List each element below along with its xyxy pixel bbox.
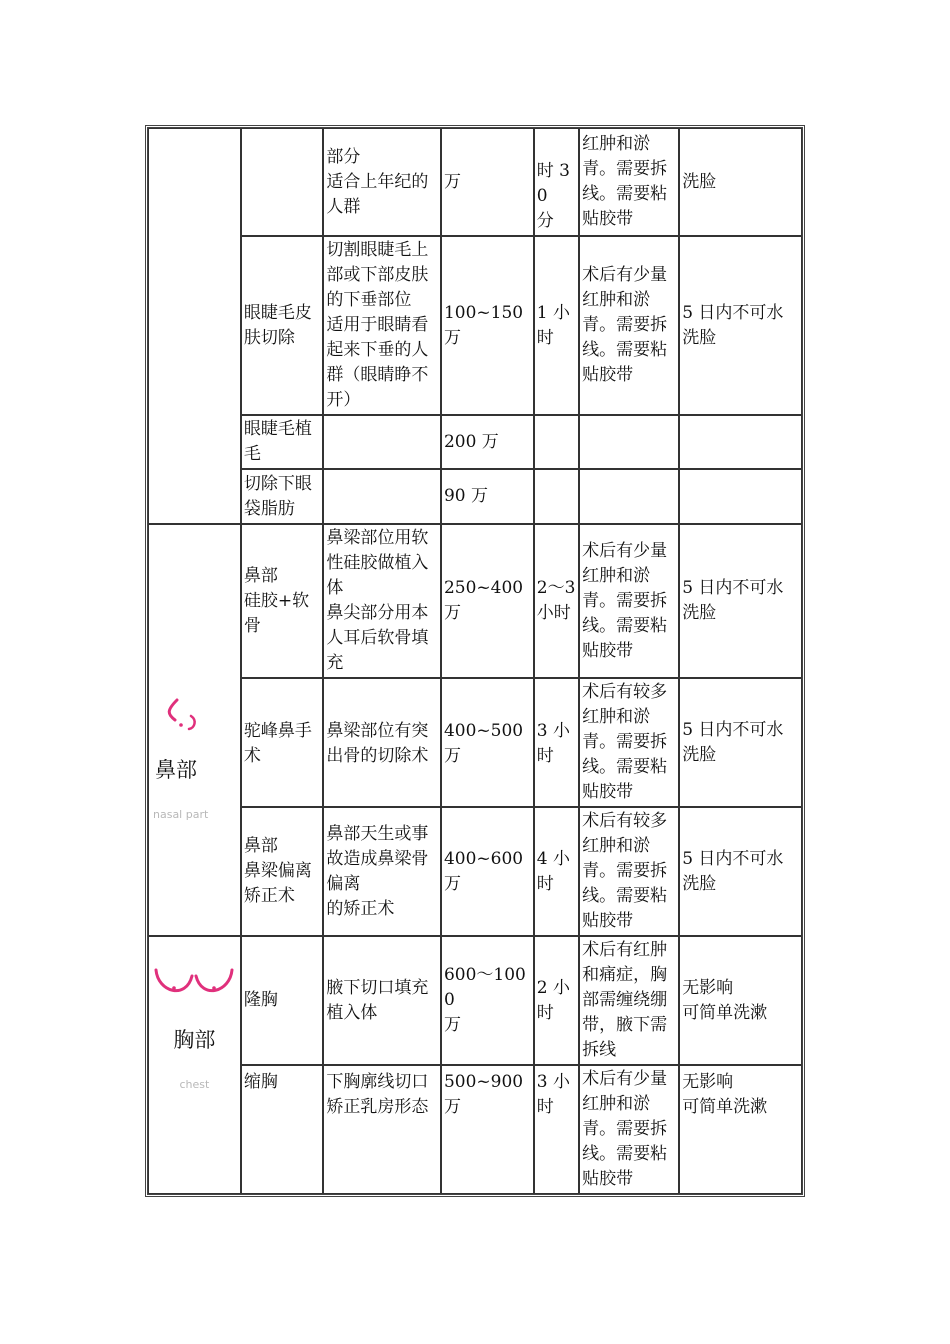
procedure-price: 万 <box>441 128 534 236</box>
procedure-description <box>323 415 441 469</box>
procedure-price: 400~500 万 <box>441 678 534 807</box>
procedure-price: 600～1000 万 <box>441 936 534 1065</box>
table-row <box>148 936 802 1065</box>
table-row <box>148 128 802 236</box>
procedure-name: 鼻部 硅胶+软骨 <box>241 524 324 678</box>
table-row <box>148 415 802 469</box>
procedure-duration: 1 小 时 <box>534 236 579 415</box>
procedure-name: 缩胸 <box>241 1065 324 1194</box>
procedure-recovery: 术后有少量红肿和淤青。需要拆线。需要粘贴胶带 <box>579 524 679 678</box>
procedure-duration <box>534 469 579 524</box>
category-cell-chest <box>148 936 241 1194</box>
procedure-name: 眼睫毛皮肤切除 <box>241 236 324 415</box>
procedure-description: 部分 适合上年纪的人群 <box>323 128 441 236</box>
category-subtitle: chest <box>179 1078 210 1091</box>
procedure-price: 200 万 <box>441 415 534 469</box>
category-cell-nose <box>148 524 241 936</box>
procedure-duration: 3 小 时 <box>534 678 579 807</box>
table-row <box>148 807 802 936</box>
procedure-recovery: 术后有少量红肿和淤青。需要拆线。需要粘贴胶带 <box>579 1065 679 1194</box>
table-row <box>148 236 802 415</box>
procedure-recovery: 术后有红肿和痛症，胸部需缠绕绷带，腋下需拆线 <box>579 936 679 1065</box>
procedure-description: 鼻梁部位用软性硅胶做植入体 鼻尖部分用本人耳后软骨填充 <box>323 524 441 678</box>
procedure-name: 切除下眼袋脂肪 <box>241 469 324 524</box>
procedure-notes: 5 日内不可水洗脸 <box>679 524 802 678</box>
procedure-recovery <box>579 415 679 469</box>
procedure-description: 腋下切口填充植入体 <box>323 936 441 1065</box>
procedure-price: 500~900 万 <box>441 1065 534 1194</box>
procedure-duration: 2 小 时 <box>534 936 579 1065</box>
table-row <box>148 524 802 678</box>
chest-icon <box>152 966 236 1002</box>
procedure-description <box>323 469 441 524</box>
procedure-name: 眼睫毛植毛 <box>241 415 324 469</box>
procedure-name <box>241 128 324 236</box>
procedure-notes <box>679 415 802 469</box>
procedure-notes: 无影响 可简单洗漱 <box>679 1065 802 1194</box>
procedure-description: 下胸廓线切口矫正乳房形态 <box>323 1065 441 1194</box>
procedure-recovery: 术后有较多红肿和淤青。需要拆线。需要粘贴胶带 <box>579 807 679 936</box>
procedure-description: 鼻部天生或事故造成鼻梁骨偏离 的矫正术 <box>323 807 441 936</box>
procedure-table <box>145 125 805 1197</box>
procedure-notes: 洗脸 <box>679 128 802 236</box>
procedure-notes: 5 日内不可水洗脸 <box>679 236 802 415</box>
procedure-notes: 无影响 可简单洗漱 <box>679 936 802 1065</box>
procedure-name: 隆胸 <box>241 936 324 1065</box>
category-cell-eyes <box>148 128 241 524</box>
category-title: 鼻部 <box>155 758 197 782</box>
procedure-recovery: 术后有较多红肿和淤青。需要拆线。需要粘贴胶带 <box>579 678 679 807</box>
procedure-duration: 时 30 分 <box>534 128 579 236</box>
procedure-price: 100~150 万 <box>441 236 534 415</box>
procedure-duration: 3 小 时 <box>534 1065 579 1194</box>
procedure-duration: 2～3 小时 <box>534 524 579 678</box>
procedure-recovery <box>579 469 679 524</box>
category-subtitle: nasal part <box>153 808 209 821</box>
nose-icon <box>161 698 201 732</box>
procedure-recovery: 术后有少量红肿和淤青。需要拆线。需要粘贴胶带 <box>579 236 679 415</box>
procedure-duration <box>534 415 579 469</box>
procedure-name: 鼻部 鼻梁偏离矫正术 <box>241 807 324 936</box>
procedure-recovery: 红肿和淤青。需要拆线。需要粘贴胶带 <box>579 128 679 236</box>
table-row <box>148 678 802 807</box>
procedure-price: 250~400 万 <box>441 524 534 678</box>
procedure-notes <box>679 469 802 524</box>
procedure-notes: 5 日内不可水洗脸 <box>679 807 802 936</box>
table-row <box>148 1065 802 1194</box>
procedure-name: 驼峰鼻手术 <box>241 678 324 807</box>
procedure-notes: 5 日内不可水洗脸 <box>679 678 802 807</box>
procedure-price: 400~600 万 <box>441 807 534 936</box>
procedure-description: 鼻梁部位有突出骨的切除术 <box>323 678 441 807</box>
procedure-description: 切割眼睫毛上部或下部皮肤的下垂部位 适用于眼睛看起来下垂的人群（眼睛睁不开） <box>323 236 441 415</box>
procedure-price: 90 万 <box>441 469 534 524</box>
procedure-duration: 4 小 时 <box>534 807 579 936</box>
table-row <box>148 469 802 524</box>
category-title: 胸部 <box>173 1028 216 1052</box>
